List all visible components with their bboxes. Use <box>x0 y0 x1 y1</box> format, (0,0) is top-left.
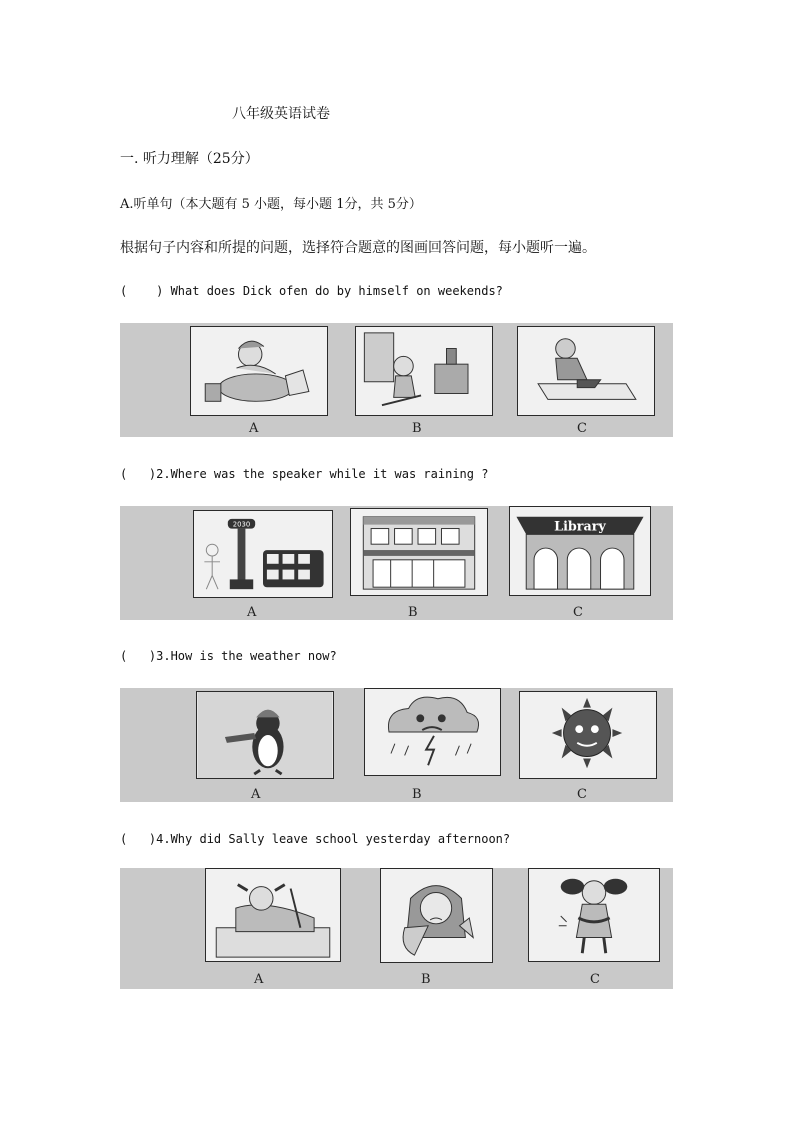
question-1-option-c-label: C <box>577 421 587 436</box>
question-3-option-b-label: B <box>412 787 422 802</box>
question-4-text: ( )4.Why did Sally leave school yesterday afternoon? <box>120 832 511 846</box>
question-2-option-b-label: B <box>408 605 418 620</box>
question-2-option-c-label: C <box>573 605 583 620</box>
question-1-option-c-picture <box>517 326 655 416</box>
bus-stop-sign-text: 2030 <box>232 520 251 529</box>
shopping-mall-icon <box>351 509 487 595</box>
snowy-penguin-icon <box>197 692 333 778</box>
question-2-option-b-picture <box>350 508 488 596</box>
cooking-boy-icon <box>191 327 327 415</box>
ironing-man-icon <box>518 327 654 415</box>
cleaning-room-boy-icon <box>356 327 492 415</box>
question-2-option-c-picture <box>509 506 651 596</box>
question-4-option-c-picture <box>528 868 660 962</box>
question-2-pictures <box>120 506 673 620</box>
question-4-option-c-label: C <box>590 972 600 987</box>
page-title: 八年级英语试卷 <box>232 106 330 122</box>
question-3-option-a-label: A <box>251 787 261 802</box>
question-1-pictures <box>120 323 673 437</box>
library-building-icon <box>510 507 650 595</box>
question-2-option-a-label: A <box>247 605 257 620</box>
hot-sun-icon <box>520 692 656 778</box>
question-3-option-b-picture <box>364 688 501 776</box>
question-3-option-a-picture <box>196 691 334 779</box>
question-3-option-c-picture <box>519 691 657 779</box>
question-3-pictures <box>120 688 673 802</box>
question-1-option-a-picture <box>190 326 328 416</box>
question-3-option-c-label: C <box>577 787 587 802</box>
thunderstorm-cloud-icon <box>365 689 500 775</box>
bus-stop-icon <box>194 511 332 597</box>
question-2-text: ( )2.Where was the speaker while it was raining ? <box>120 467 489 481</box>
question-4-option-a-label: A <box>254 972 264 987</box>
question-4-pictures <box>120 868 673 989</box>
question-2-option-a-picture <box>193 510 333 598</box>
library-sign-text: Library <box>554 518 606 534</box>
question-1-option-b-picture <box>355 326 493 416</box>
toothache-girl-icon <box>381 869 492 962</box>
sick-girl-in-bed-icon <box>206 869 340 961</box>
question-4-option-b-picture <box>380 868 493 963</box>
question-1-text: ( ) What does Dick ofen do by himself on weekends? <box>120 284 503 298</box>
instructions: 根据句子内容和所提的问题，选择符合题意的图画回答问题，每小题听一遍。 <box>120 240 596 256</box>
part-heading: A.听单句（本大题有 5 小题，每小题 1分，共 5分） <box>120 197 422 212</box>
question-4-option-a-picture <box>205 868 341 962</box>
stomachache-girl-icon <box>529 869 659 961</box>
question-1-option-a-label: A <box>249 421 259 436</box>
section-heading: 一. 听力理解（25分） <box>120 151 259 167</box>
question-1-option-b-label: B <box>412 421 422 436</box>
question-3-text: ( )3.How is the weather now? <box>120 649 337 663</box>
question-4-option-b-label: B <box>421 972 431 987</box>
